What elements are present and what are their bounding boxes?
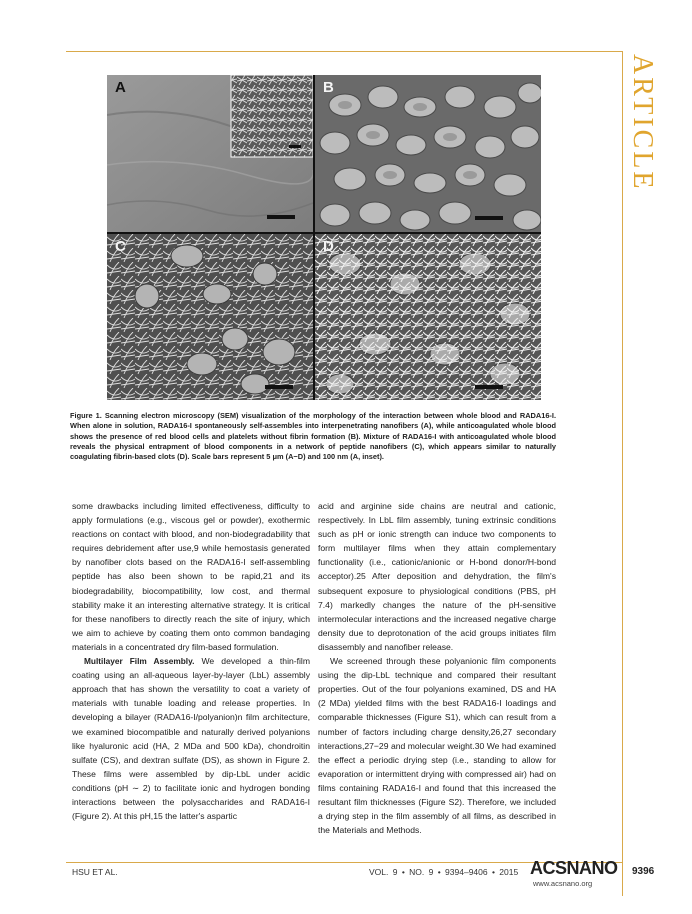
panel-label-b: B: [323, 79, 334, 96]
panel-label-d: D: [323, 238, 334, 255]
panel-label-a: A: [115, 79, 126, 96]
panel-c-image: [107, 234, 313, 400]
figure-caption: Figure 1. Scanning electron microscopy (SEM) visualization of the morphology of the interaction between whole blood and RADA16-I. When alone in solution, RADA16-I spontaneously self-assembles into interpenetrating nanofibers (A), while anticoagulated whole blood shows the presence of red blood cells and platelets without fibrin formation (B). Mixture of RADA16-I with anticoagulated whole blood reveals the physical entrapment of blood components in a network of peptide nanofibers (C), which appears similar to naturally coagulating fibrin-based clots (D). Scale bars represent 5 μm (A−D) and 100 nm (A, inset).: [70, 411, 556, 462]
left-paragraph-2-text: We developed a thin-film coating using an all-aqueous layer-by-layer (LbL) assembly approach that has shown the versatility to coat a variety of materials with tunable loading and release properties. In developing a bilayer (RADA16-I/polyanion)n film architecture, we examined biocompatible and naturally derived polyanions like hyaluronic acid (HA, 2 MDa and 500 kDa), chondroitin sulfate (CS), and dextran sulfate (DS), as shown in Figure 2. These films were assembled by dip-LbL under acidic conditions (pH ∼ 2) to facilitate ionic and hydrogen bonding interactions between the polysaccharides and RADA16-I (Figure 2). At this pH,15 the latter's aspartic: [72, 656, 311, 822]
left-column: [72, 499, 310, 823]
panel-b-image: [315, 75, 541, 232]
journal-logo: ACSNANO: [530, 858, 618, 878]
left-paragraph-1: some drawbacks including limited effectiveness, difficulty to apply formulations (e.g., viscous gel or powder), exothermic reactions on contact with blood, and non-biodegradability that requires debridement after use,9 while hemostasis generated by nanofiber clots based on the RADA16-I self-assembling peptide has also been shown to be rapid,21 and its biodegradability, biocompatibility, low cost, and thermal stability make it an interesting alternative strategy. It is critical for these nanofibers to directly reach the site of injury, which we aim to achieve by coating them onto common bandaging materials in a concentrated dry film-based formulation.: [72, 501, 310, 652]
right-paragraph-2: We screened through these polyanionic film components using the dip-LbL technique and compared their resultant properties. Out of the four polyanions examined, DS and HA (2 MDa) yielded films with the best RADA16-I loadings and comparable thicknesses (Figure S1), which can result from a number of factors including charge density,26,27 secondary interactions,27−29 and molecular weight.30 We had examined the effect a periodic drying step (i.e., standing to allow for evaporation or intermittent drying with compressed air) had on films containing RADA16-I and found that this increased the resultant film thicknesses (Figure S2). Therefore, we included a drying step in the film assembly of all films, as described in the Materials and Methods.: [318, 656, 556, 836]
journal-url[interactable]: www.acsnano.org: [533, 879, 593, 888]
panel-d-image: [315, 234, 541, 400]
panel-a: [107, 75, 313, 232]
figure-1: [107, 75, 541, 400]
right-column: [318, 499, 556, 837]
side-rule: [622, 51, 623, 896]
left-paragraph-2: [72, 654, 310, 823]
footer-author: HSU ET AL.: [72, 867, 118, 877]
panel-c: [107, 234, 313, 400]
panel-b: [315, 75, 541, 232]
section-heading: Multilayer Film Assembly.: [84, 656, 195, 667]
footer-volume: VOL. 9 • NO. 9 • 9394–9406 • 2015: [369, 867, 519, 877]
right-paragraph-1: acid and arginine side chains are neutral and cationic, respectively. In LbL film assembly, tuning extrinsic conditions such as pH or ionic strength can induce two components to form multilayer films when they attain complementary functionality (i.e., cationic/anionic or H-bond donor/H-bond acceptor).25 After deposition and dehydration, the film's subsequent exposure to physiological conditions (PBS, pH 7.4) markedly changes the nature of the pH-sensitive intermolecular interactions and the increased negative charge density due to deprotonation of the acid groups initiates film disassembly and nanofiber release.: [318, 501, 556, 652]
header-rule: [66, 51, 622, 52]
panel-d: [315, 234, 541, 400]
panel-label-c: C: [115, 238, 126, 255]
panel-a-image: [107, 75, 313, 232]
article-section-tag: ARTICLE: [627, 54, 658, 192]
page-number: 9396: [632, 866, 655, 877]
